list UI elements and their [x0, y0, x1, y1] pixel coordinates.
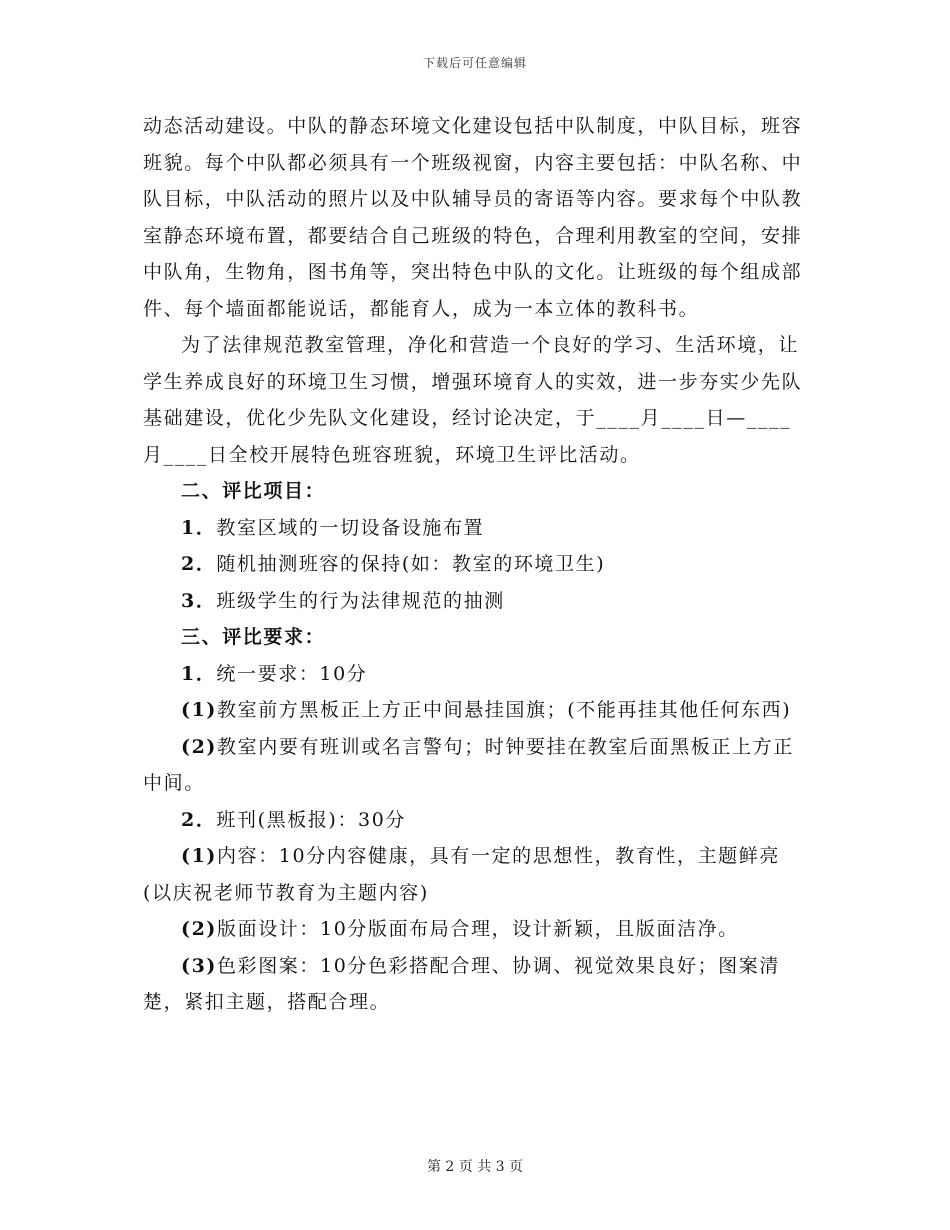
sub-requirement [143, 729, 808, 802]
list-item-number: 3． [181, 589, 217, 612]
header-note: 下载后可任意编辑 [422, 56, 527, 70]
sub-requirement-number: (2) [181, 735, 217, 758]
sub-requirement [143, 692, 808, 729]
page-number: 第 2 页 共 3 页 [426, 1159, 524, 1175]
requirement-item [143, 656, 808, 693]
sub-requirement-text: 教室内要有班训或名言警句；时钟要挂在教室后面黑板正上方正中间。 [143, 735, 794, 794]
section-heading-requirements: 三、评比要求： [181, 626, 326, 648]
document-body [143, 108, 808, 1021]
list-item-number: 2． [181, 553, 217, 575]
sub-requirement [143, 948, 808, 1021]
list-item [143, 583, 808, 620]
sub-requirement-number: (1) [181, 699, 217, 721]
list-item-text: 班级学生的行为法律规范的抽测 [216, 589, 505, 612]
list-item-text: 教室区域的一切设备设施布置 [216, 516, 485, 539]
list-item-text: 随机抽测班容的保持(如：教室的环境卫生) [216, 553, 606, 575]
sub-requirement-number: (1) [181, 845, 217, 867]
section-heading-items: 二、评比项目： [181, 480, 326, 502]
requirement-text: 统一要求：10分 [216, 662, 368, 685]
list-item-number: 1． [181, 516, 217, 539]
paragraph-intro: 动态活动建设。中队的静态环境文化建设包括中队制度，中队目标，班容班貌。每个中队都必须具有一个班级视窗，内容主要包括：中队名称、中队目标，中队活动的照片以及中队辅导员的寄语等内容。要求每个中队教室静态环境布置，都要结合自己班级的特色，合理利用教室的空间，安排中队角，生物角，图书角等，突出特色中队的文化。让班级的每个组成部件、每个墙面都能说话，都能育人，成为一本立体的教科书。 [143, 115, 803, 320]
sub-requirement-text: 内容：10分内容健康，具有一定的思想性，教育性，主题鲜亮(以庆祝老师节教育为主题内容) [143, 845, 780, 904]
sub-requirement [143, 838, 808, 911]
requirement-item [143, 802, 808, 839]
sub-requirement-text: 版面设计：10分版面布局合理，设计新颖，且版面洁净。 [217, 918, 739, 940]
sub-requirement-text: 色彩图案：10分色彩搭配合理、协调、视觉效果良好；图案清楚，紧扣主题，搭配合理。 [143, 954, 780, 1013]
sub-requirement [143, 911, 808, 948]
list-item [143, 510, 808, 547]
sub-requirement-number: (2) [181, 918, 217, 940]
requirement-number: 2． [181, 808, 217, 831]
sub-requirement-number: (3) [181, 954, 217, 977]
paragraph-purpose: 为了法律规范教室管理，净化和营造一个良好的学习、生活环境，让学生养成良好的环境卫生习惯，增强环境育人的实效，进一步夯实少先队基础建设，优化少先队文化建设，经讨论决定，于____月____日—____月____日全校开展特色班容班貌，环境卫生评比活动。 [143, 334, 803, 466]
sub-requirement-text: 教室前方黑板正上方正中间悬挂国旗；(不能再挂其他任何东西) [217, 699, 792, 721]
list-item [143, 546, 808, 583]
requirement-text: 班刊(黑板报)：30分 [216, 808, 407, 831]
requirement-number: 1． [181, 662, 217, 685]
